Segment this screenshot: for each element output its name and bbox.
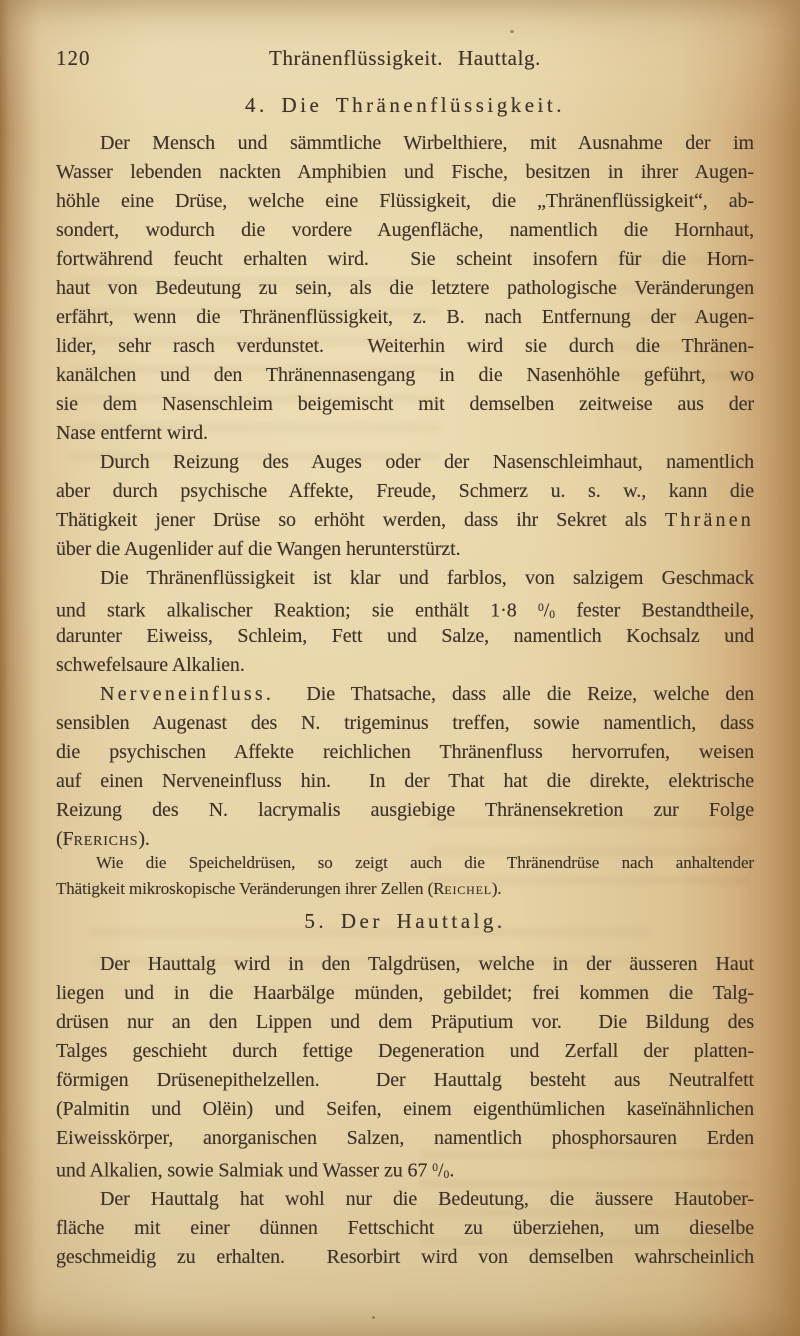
text-line: kanälchen und den Thränennasengang in die Nasenhöhle geführt, wo xyxy=(56,364,754,386)
small-caps-name: rerichs xyxy=(73,828,139,850)
letter-spaced-word: Thränen xyxy=(664,509,754,531)
paper-speck xyxy=(510,30,514,33)
text-line: Der Mensch und sämmtliche Wirbelthiere, mit Ausnahme der im xyxy=(100,132,754,154)
text-line: lider, sehr rasch verdunstet. Weiterhin wird sie durch die Thränen- xyxy=(56,335,754,357)
text-line: sondert, wodurch die vordere Augenfläche, namentlich die Hornhaut, xyxy=(56,219,754,241)
paragraph xyxy=(56,564,754,680)
text-line: Thätigkeit jener Drüse so erhöht werden, dass ihr Sekret als Thränen xyxy=(56,509,754,531)
text-line: geschmeidig zu erhalten. Resorbirt wird von demselben wahrscheinlich xyxy=(56,1246,754,1268)
text-line: erfährt, wenn die Thränenflüssigkeit, z. B. nach Entfernung der Augen- xyxy=(56,306,754,328)
text-line: Wie die Speicheldrüsen, so zeigt auch die Thränendrüse nach anhaltender xyxy=(96,853,754,872)
letter-spaced-word: Nerveneinfluss. xyxy=(100,683,275,705)
paragraph xyxy=(56,680,754,854)
section-heading: 4. Die Thränenflüssigkeit. xyxy=(245,93,565,117)
text-line: liegen und in die Haarbälge münden, gebildet; frei kommen die Talg- xyxy=(56,982,754,1004)
text-line: höhle eine Drüse, welche eine Flüssigkeit, die „Thränenflüssigkeit“, ab- xyxy=(56,190,754,212)
text-line: fortwährend feucht erhalten wird. Sie scheint insofern für die Horn- xyxy=(56,248,754,270)
text-line: Der Hauttalg wird in den Talgdrüsen, welche in der äusseren Haut xyxy=(100,953,754,975)
fraction-glyph: 0 xyxy=(443,1167,450,1181)
text-line: aber durch psychische Affekte, Freude, Schmerz u. s. w., kann die xyxy=(56,480,754,502)
text-line: fläche mit einer dünnen Fettschicht zu überziehen, um dieselbe xyxy=(56,1217,754,1239)
page-number: 120 xyxy=(56,46,91,70)
text-line: Nase entfernt wird. xyxy=(56,422,208,444)
text-line: Talges geschieht durch fettige Degeneration und Zerfall der platten- xyxy=(56,1040,754,1062)
paragraph xyxy=(56,448,754,564)
text-line: darunter Eiweiss, Schleim, Fett und Salze, namentlich Kochsalz und xyxy=(56,625,754,647)
paragraph xyxy=(56,129,754,448)
text-line: Die Thränenflüssigkeit ist klar und farblos, von salzigem Geschmack xyxy=(100,567,754,589)
text-line: die psychischen Affekte reichlichen Thränenfluss hervorrufen, weisen xyxy=(56,741,754,763)
text-line: und Alkalien, sowie Salmiak und Wasser zu 67 $^0$/0. xyxy=(56,1159,455,1182)
fraction-glyph: 0 xyxy=(432,1161,439,1174)
text-line: Durch Reizung des Auges oder der Nasenschleimhaut, namentlich xyxy=(100,451,754,473)
text-line: förmigen Drüsenepithelzellen. Der Hauttalg besteht aus Neutralfett xyxy=(56,1069,754,1091)
text-line: haut von Bedeutung zu sein, als die letztere pathologische Veränderungen xyxy=(56,277,754,299)
text-line: sie dem Nasenschleim beigemischt mit demselben zeitweise aus der xyxy=(56,393,754,415)
text-line: Thätigkeit mikroskopische Veränderungen ihrer Zellen (Reichel). xyxy=(56,879,502,898)
page-header xyxy=(56,44,754,72)
paragraph xyxy=(56,850,754,902)
text-line: (Palmitin und Olëin) und Seifen, einem eigenthümlichen kaseïnähnlichen xyxy=(56,1098,754,1120)
text-line: Der Hauttalg hat wohl nur die Bedeutung, die äussere Hautober- xyxy=(100,1188,754,1210)
text-line: drüsen nur an den Lippen und dem Präputium vor. Die Bildung des xyxy=(56,1011,754,1033)
text-line: und stark alkalischer Reaktion; sie enthält 1·8 $^0$/0 fester Bestandtheile, xyxy=(56,599,754,622)
fraction-glyph: 0 xyxy=(537,601,544,614)
text-line: auf einen Nerveneinfluss hin. In der That hat die direkte, elektrische xyxy=(56,770,754,792)
text-line: Reizung des N. lacrymalis ausgiebige Thränensekretion zur Folge xyxy=(56,799,754,821)
paragraph xyxy=(56,1185,754,1272)
paragraph xyxy=(56,950,754,1182)
text-line: schwefelsaure Alkalien. xyxy=(56,654,245,676)
text-line: Eiweisskörper, anorganischen Salzen, namentlich phosphorsauren Erden xyxy=(56,1127,754,1149)
text-line: (Frerichs). xyxy=(56,828,150,850)
text-line: Wasser lebenden nackten Amphibien und Fische, besitzen in ihrer Augen- xyxy=(56,161,754,183)
text-line: sensiblen Augenast des N. trigeminus treffen, sowie namentlich, dass xyxy=(56,712,754,734)
text-line: über die Augenlider auf die Wangen herunterstürzt. xyxy=(56,538,461,560)
fraction-glyph: 0 xyxy=(549,607,556,621)
paper-speck xyxy=(372,1316,375,1319)
section-heading: 5. Der Hauttalg. xyxy=(304,909,506,933)
text-line: Nerveneinfluss. Die Thatsache, dass alle die Reize, welche den xyxy=(100,683,754,705)
small-caps-name: eichel xyxy=(444,879,492,898)
running-header: Thränenflüssigkeit. Hauttalg. xyxy=(269,46,541,70)
